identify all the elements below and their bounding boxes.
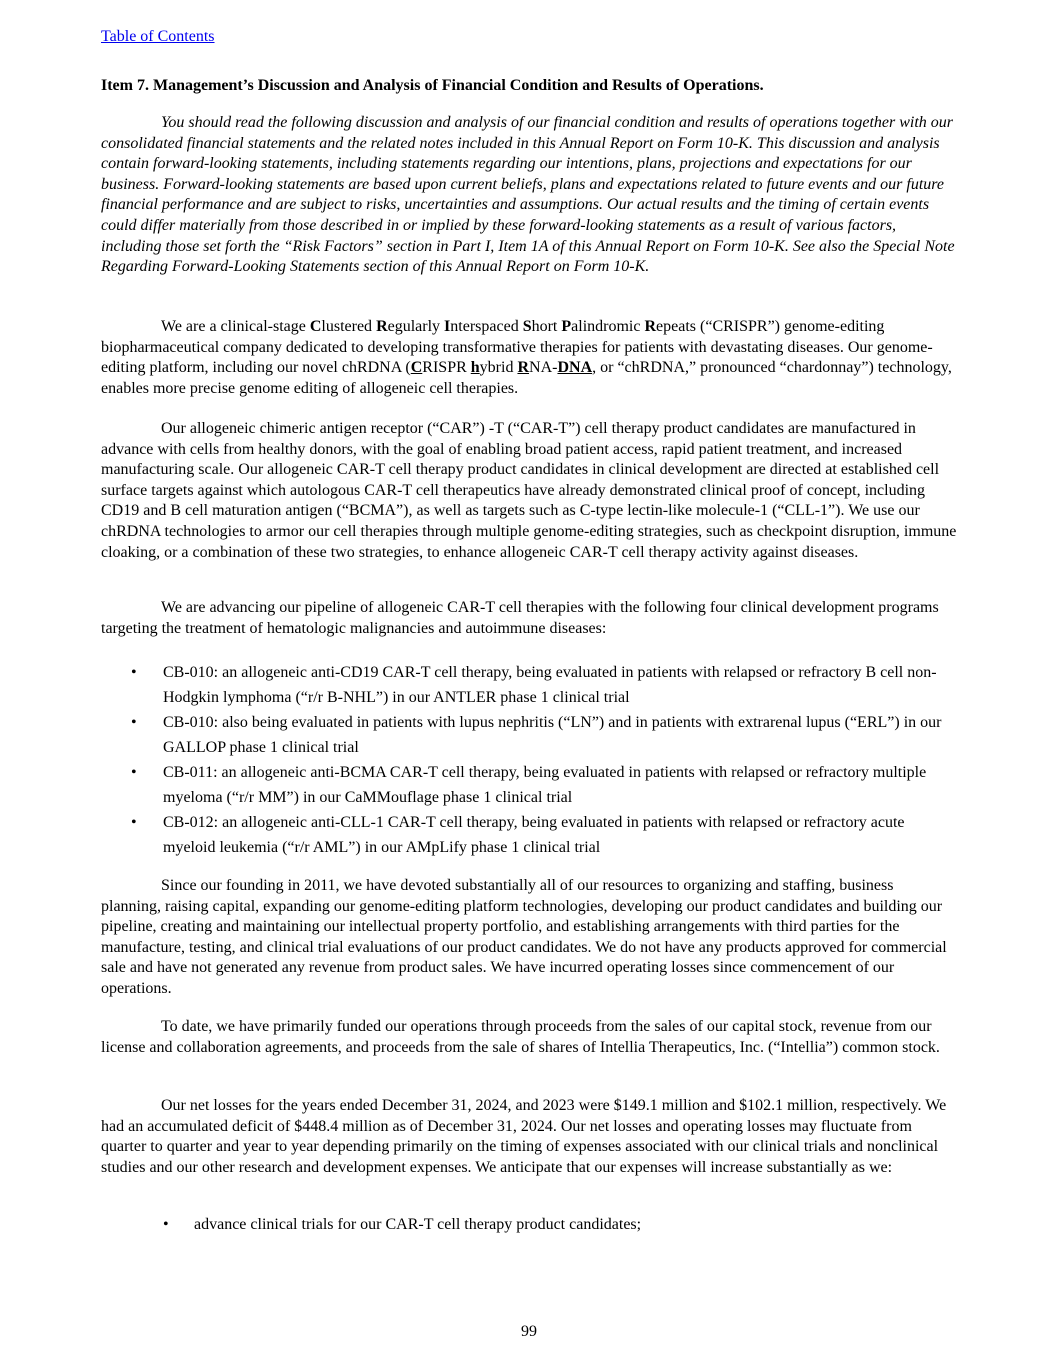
founding-paragraph: Since our founding in 2011, we have devoted substantially all of our resources to organizing and staffing, business planning, raising capital, expanding our genome-editing platform technologies, developing our product candidates and building our pipeline, creating and maintaining our intellectual property portfolio, and establishing arrangements with third parties for the manufacture, testing, and clinical trial evaluations of our product candidates. We do not have any products approved for commercial sale and have not generated any revenue from product sales. We have incurred operating losses since commencement of our operations. xyxy=(101,877,947,997)
list-item: • CB-011: an allogeneic anti-BCMA CAR-T cell therapy, being evaluated in patients with relapsed or refractory multiple myeloma (“r/r MM”) in our CaMMouflage phase 1 clinical trial xyxy=(101,760,957,810)
bullet-icon: • xyxy=(131,714,137,731)
table-of-contents-link[interactable]: Table of Contents xyxy=(101,28,215,45)
list-item: • advance clinical trials for our CAR-T cell therapy product candidates; xyxy=(163,1216,642,1233)
bullet-icon: • xyxy=(131,814,137,831)
pipeline-intro-paragraph: We are advancing our pipeline of allogeneic CAR-T cell therapies with the following four clinical development programs targeting the treatment of hematologic malignancies and autoimmune diseases: xyxy=(101,599,939,637)
list-item: • CB-010: also being evaluated in patients with lupus nephritis (“LN”) and in patients with extrarenal lupus (“ERL”) in our GALLOP phase 1 clinical trial xyxy=(101,710,957,760)
funding-paragraph: To date, we have primarily funded our operations through proceeds from the sales of our capital stock, revenue from our license and collaboration agreements, and proceeds from the sale of shares of Intellia Therapeutics, Inc. (“Intellia”) common stock. xyxy=(101,1018,940,1056)
expense-list xyxy=(101,1215,957,1235)
bullet-icon: • xyxy=(131,664,137,681)
bullet-icon: • xyxy=(131,764,137,781)
net-losses-paragraph: Our net losses for the years ended December 31, 2024, and 2023 were $149.1 million and $102.1 million, respectively. We had an accumulated deficit of $448.4 million as of December 31, 2024. Our net losses and operating losses may fluctuate from quarter to quarter and year to year depending primarily on the timing of expenses associated with our clinical trials and nonclinical studies and our other research and development expenses. We anticipate that our expenses will increase substantially as we: xyxy=(101,1097,947,1176)
bullet-icon: • xyxy=(163,1216,169,1233)
company-overview-paragraph: We are a clinical-stage Clustered Regularly Interspaced Short Palindromic Repeats (“CRISPR”) genome-editing biopharmaceutical company dedicated to developing transformative therapies for patients with devastating diseases. Our genome-editing platform, including our novel chRDNA (CRISPR hybrid RNA-DNA, or “chRDNA,” pronounced “chardonnay”) technology, enables more precise genome editing of allogeneic cell therapies. xyxy=(101,318,952,397)
page-number: 99 xyxy=(521,1323,537,1340)
list-item: • CB-012: an allogeneic anti-CLL-1 CAR-T cell therapy, being evaluated in patients with relapsed or refractory acute myeloid leukemia (“r/r AML”) in our AMpLify phase 1 clinical trial xyxy=(101,810,957,860)
list-item: • CB-010: an allogeneic anti-CD19 CAR-T cell therapy, being evaluated in patients with relapsed or refractory B cell non-Hodgkin lymphoma (“r/r B-NHL”) in our ANTLER phase 1 clinical trial xyxy=(101,660,957,710)
car-t-paragraph: Our allogeneic chimeric antigen receptor (“CAR”) -T (“CAR-T”) cell therapy product candidates are manufactured in advance with cells from healthy donors, with the goal of enabling broad patient access, rapid patient treatment, and increased manufacturing scale. Our allogeneic CAR-T cell therapy product candidates in clinical development are directed at established cell surface targets against which autologous CAR-T cell therapeutics have already demonstrated clinical proof of concept, including CD19 and B cell maturation antigen (“BCMA”), as well as targets such as C-type lectin-like molecule-1 (“CLL-1”). We use our chRDNA technologies to armor our cell therapies through multiple genome-editing strategies, such as checkpoint disruption, immune cloaking, or a combination of these two strategies, to enhance allogeneic CAR-T cell therapy activity against diseases. xyxy=(101,420,957,561)
section-heading: Item 7. Management’s Discussion and Analysis of Financial Condition and Results of Operations. xyxy=(101,77,764,94)
intro-paragraph: You should read the following discussion and analysis of our financial condition and results of operations together with our consolidated financial statements and the related notes included in this Annual Report on Form 10-K. This discussion and analysis contain forward-looking statements, including statements regarding our intentions, plans, projections and expectations for our business. Forward-looking statements are based upon current beliefs, plans and expectations related to future events and our future financial performance and are subject to risks, uncertainties and assumptions. Our actual results and the timing of certain events could differ materially from those described in or implied by these forward-looking statements as a result of various factors, including those set forth the “Risk Factors” section in Part I, Item 1A of this Annual Report on Form 10-K. See also the Special Note Regarding Forward-Looking Statements section of this Annual Report on Form 10-K. xyxy=(101,114,955,276)
program-list xyxy=(101,660,957,860)
